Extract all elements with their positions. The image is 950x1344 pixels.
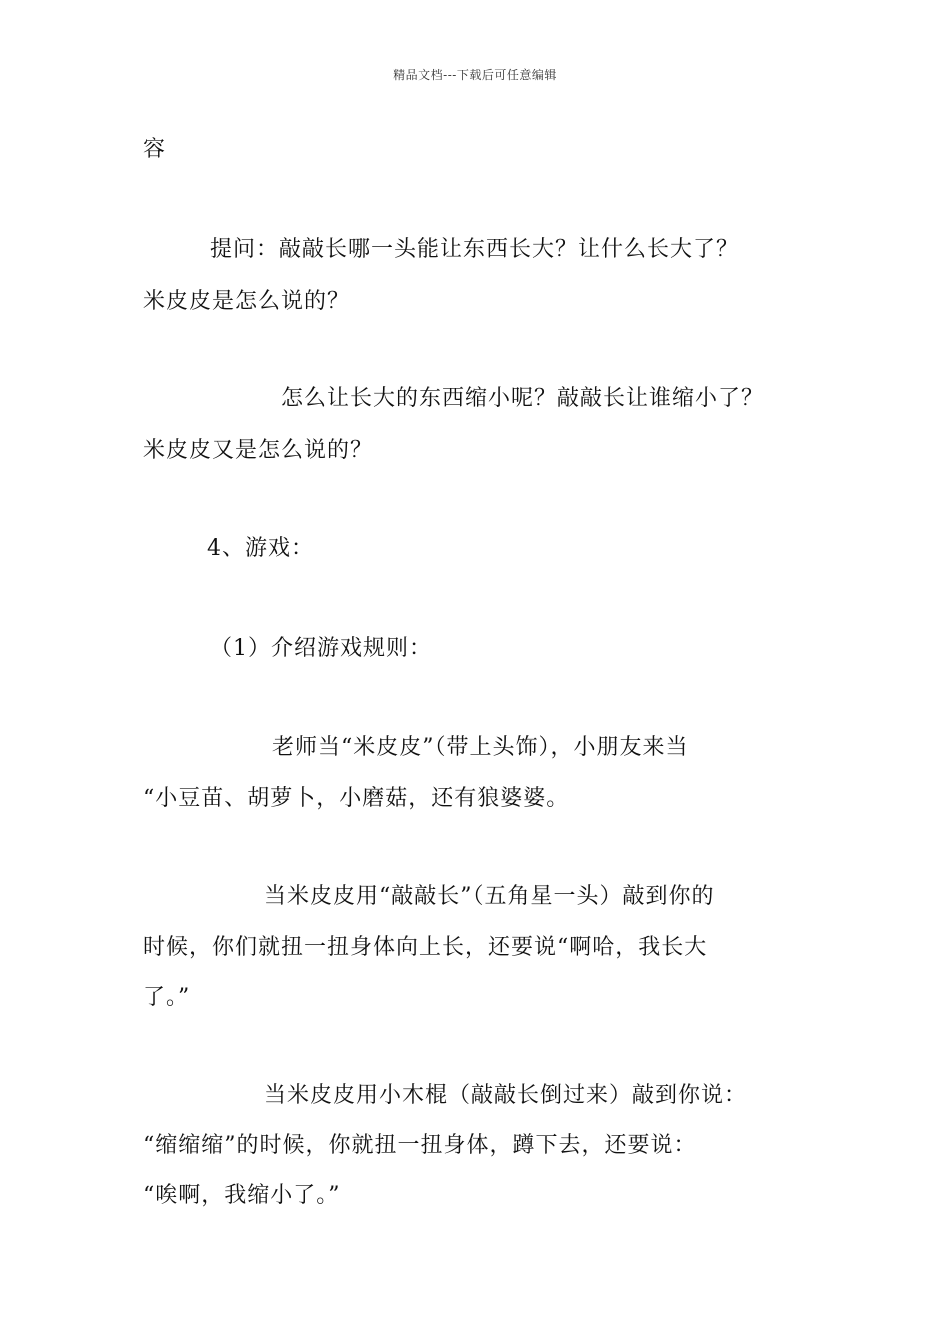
text-line: 提问：敲敲长哪一头能让东西长大？让什么长大了？ xyxy=(210,237,740,262)
text-line: 怎么让长大的东西缩小呢？敲敲长让谁缩小了？ xyxy=(281,386,765,411)
text-line: 容 xyxy=(143,137,167,162)
text-line: （1）介绍游戏规则： xyxy=(210,636,432,661)
text-line: 时候，你们就扭一扭身体向上长，还要说“啊哈，我长大 xyxy=(143,935,708,960)
text-line: “小豆苗、胡萝卜，小磨菇，还有狼婆婆。 xyxy=(143,786,570,811)
text-line: 当米皮皮用“敲敲长”（五角星一头）敲到你的 xyxy=(264,884,715,909)
text-line: 老师当“米皮皮”（带上头饰），小朋友来当 xyxy=(272,735,689,760)
page-header: 精品文档---下载后可任意编辑 xyxy=(393,68,557,82)
text-line: 米皮皮是怎么说的？ xyxy=(143,289,351,314)
text-line: “缩缩缩”的时候，你就扭一扭身体，蹲下去，还要说： xyxy=(143,1133,697,1158)
text-line: 当米皮皮用小木棍（敲敲长倒过来）敲到你说： xyxy=(264,1083,748,1108)
text-line: 4、游戏： xyxy=(207,536,314,561)
text-line: 了。” xyxy=(143,985,191,1010)
text-line: “唉啊，我缩小了。” xyxy=(143,1183,341,1208)
text-line: 米皮皮又是怎么说的？ xyxy=(143,438,374,463)
